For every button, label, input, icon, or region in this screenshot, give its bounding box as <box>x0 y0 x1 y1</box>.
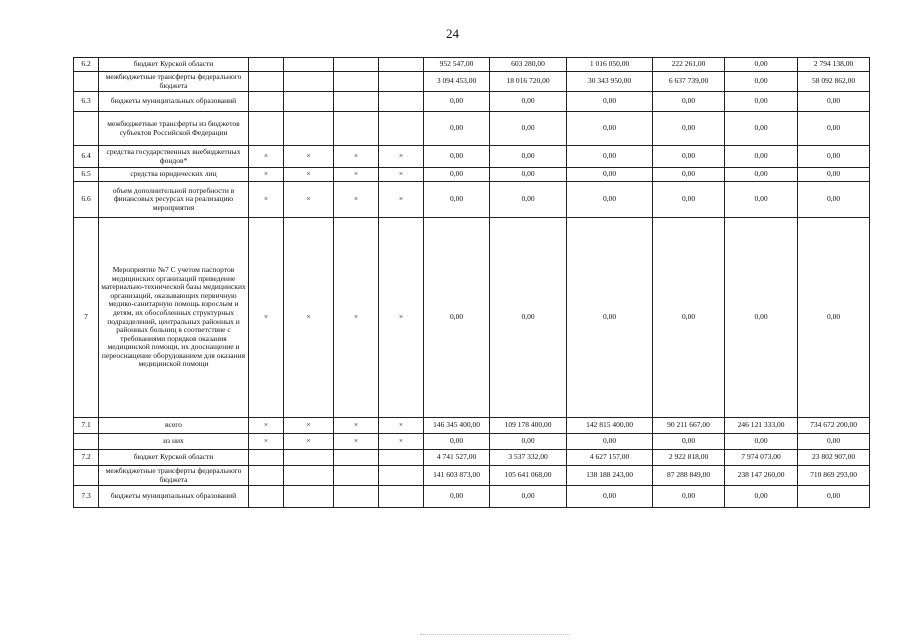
mark-cell: × <box>284 418 334 434</box>
mark-cell: × <box>249 434 284 450</box>
value-cell: 0,00 <box>725 486 798 508</box>
value-cell: 2 922 818,00 <box>653 450 725 466</box>
value-cell: 0,00 <box>653 92 725 112</box>
mark-cell <box>334 58 379 72</box>
value-cell: 1 016 050,00 <box>567 58 653 72</box>
mark-cell <box>284 112 334 146</box>
row-index <box>74 72 99 92</box>
mark-cell <box>249 486 284 508</box>
mark-cell: × <box>284 182 334 218</box>
mark-cell <box>334 72 379 92</box>
row-index: 7.3 <box>74 486 99 508</box>
table-row <box>74 218 870 418</box>
mark-cell <box>249 92 284 112</box>
mark-cell <box>334 466 379 486</box>
mark-cell <box>249 450 284 466</box>
value-cell: 0,00 <box>567 146 653 168</box>
mark-cell <box>334 486 379 508</box>
value-cell: 23 802 907,00 <box>798 450 870 466</box>
mark-cell: × <box>379 146 424 168</box>
page-number: 24 <box>446 26 459 41</box>
value-cell: 0,00 <box>798 434 870 450</box>
value-cell: 0,00 <box>798 182 870 218</box>
budget-table <box>73 57 870 508</box>
mark-cell <box>284 72 334 92</box>
row-name: межбюджетные трансферты федерального бюджета <box>99 466 249 486</box>
value-cell: 4 627 157,00 <box>567 450 653 466</box>
row-name: межбюджетные трансферты федерального бюджета <box>99 72 249 92</box>
value-cell: 0,00 <box>567 486 653 508</box>
table-row <box>74 72 870 92</box>
mark-cell <box>379 486 424 508</box>
mark-cell: × <box>249 182 284 218</box>
row-index: 6.6 <box>74 182 99 218</box>
value-cell: 3 094 453,00 <box>424 72 490 92</box>
mark-cell <box>334 92 379 112</box>
value-cell: 0,00 <box>424 486 490 508</box>
value-cell: 0,00 <box>424 92 490 112</box>
value-cell: 0,00 <box>725 72 798 92</box>
mark-cell <box>379 450 424 466</box>
value-cell: 142 815 400,00 <box>567 418 653 434</box>
value-cell: 0,00 <box>798 92 870 112</box>
mark-cell: × <box>379 218 424 418</box>
value-cell: 0,00 <box>653 434 725 450</box>
value-cell: 90 211 667,00 <box>653 418 725 434</box>
mark-cell <box>249 58 284 72</box>
value-cell: 0,00 <box>725 168 798 182</box>
row-name: объем дополнительной потребности в финансовых ресурсах на реализацию мероприятия <box>99 182 249 218</box>
row-name: средства государственных внебюджетных фондов* <box>99 146 249 168</box>
mark-cell: × <box>284 434 334 450</box>
value-cell: 0,00 <box>424 182 490 218</box>
mark-cell: × <box>334 168 379 182</box>
row-name: бюджет Курской области <box>99 58 249 72</box>
value-cell: 0,00 <box>653 146 725 168</box>
mark-cell <box>379 72 424 92</box>
table-row <box>74 146 870 168</box>
table-row <box>74 92 870 112</box>
value-cell: 0,00 <box>798 486 870 508</box>
mark-cell: × <box>284 146 334 168</box>
mark-cell <box>284 466 334 486</box>
value-cell: 0,00 <box>490 486 567 508</box>
value-cell: 734 672 200,00 <box>798 418 870 434</box>
value-cell: 0,00 <box>725 92 798 112</box>
row-index: 6.2 <box>74 58 99 72</box>
value-cell: 146 345 400,00 <box>424 418 490 434</box>
value-cell: 3 537 332,00 <box>490 450 567 466</box>
value-cell: 0,00 <box>725 434 798 450</box>
table-row <box>74 168 870 182</box>
mark-cell: × <box>249 168 284 182</box>
value-cell: 6 637 739,00 <box>653 72 725 92</box>
table-row <box>74 486 870 508</box>
value-cell: 0,00 <box>490 112 567 146</box>
value-cell: 18 016 720,00 <box>490 72 567 92</box>
value-cell: 7 974 073,00 <box>725 450 798 466</box>
value-cell: 0,00 <box>653 182 725 218</box>
value-cell: 222 261,00 <box>653 58 725 72</box>
value-cell: 4 741 527,00 <box>424 450 490 466</box>
table-row <box>74 418 870 434</box>
value-cell: 0,00 <box>424 218 490 418</box>
value-cell: 603 280,00 <box>490 58 567 72</box>
value-cell: 58 092 862,00 <box>798 72 870 92</box>
value-cell: 141 603 873,00 <box>424 466 490 486</box>
mark-cell: × <box>334 182 379 218</box>
value-cell: 0,00 <box>798 168 870 182</box>
row-name: бюджеты муниципальных образований <box>99 486 249 508</box>
value-cell: 0,00 <box>653 218 725 418</box>
mark-cell: × <box>334 434 379 450</box>
table-row <box>74 112 870 146</box>
mark-cell: × <box>249 418 284 434</box>
mark-cell <box>379 112 424 146</box>
value-cell: 138 188 243,00 <box>567 466 653 486</box>
value-cell: 0,00 <box>490 434 567 450</box>
table-row <box>74 182 870 218</box>
value-cell: 0,00 <box>424 168 490 182</box>
mark-cell <box>249 72 284 92</box>
mark-cell: × <box>379 182 424 218</box>
mark-cell <box>284 450 334 466</box>
row-name: из них <box>99 434 249 450</box>
value-cell: 0,00 <box>653 112 725 146</box>
value-cell: 0,00 <box>725 112 798 146</box>
value-cell: 109 178 400,00 <box>490 418 567 434</box>
value-cell: 0,00 <box>798 146 870 168</box>
mark-cell: × <box>284 218 334 418</box>
mark-cell <box>249 466 284 486</box>
value-cell: 0,00 <box>424 146 490 168</box>
mark-cell <box>284 58 334 72</box>
value-cell: 0,00 <box>567 168 653 182</box>
value-cell: 0,00 <box>490 218 567 418</box>
row-name: Мероприятие №7 С учетом паспортов медицинских организаций приведение материально-технической базы медицинских организаций, оказывающих первичную медико-санитарную помощь взрослым и детям, их обособленных структурных подразделений, центральных районных и районных больниц в соответствие с требованиями порядков оказания медицинской помощи, их дооснащение и переоснащение оборудованием для оказания медицинской помощи <box>99 218 249 418</box>
value-cell: 105 641 068,00 <box>490 466 567 486</box>
mark-cell <box>334 450 379 466</box>
mark-cell <box>284 486 334 508</box>
row-name: межбюджетные трансферты из бюджетов субъектов Российской Федерации <box>99 112 249 146</box>
value-cell: 246 121 333,00 <box>725 418 798 434</box>
mark-cell: × <box>334 418 379 434</box>
mark-cell <box>284 92 334 112</box>
value-cell: 0,00 <box>798 112 870 146</box>
mark-cell: × <box>334 146 379 168</box>
table-row <box>74 434 870 450</box>
value-cell: 0,00 <box>490 92 567 112</box>
mark-cell: × <box>249 146 284 168</box>
mark-cell <box>249 112 284 146</box>
mark-cell: × <box>284 168 334 182</box>
table-row <box>74 466 870 486</box>
value-cell: 0,00 <box>725 182 798 218</box>
row-index: 7.1 <box>74 418 99 434</box>
mark-cell: × <box>379 168 424 182</box>
value-cell: 0,00 <box>653 168 725 182</box>
value-cell: 710 869 293,00 <box>798 466 870 486</box>
value-cell: 2 794 138,00 <box>798 58 870 72</box>
row-name: всего <box>99 418 249 434</box>
mark-cell: × <box>334 218 379 418</box>
mark-cell <box>379 466 424 486</box>
table-row <box>74 450 870 466</box>
row-index: 7 <box>74 218 99 418</box>
row-index <box>74 434 99 450</box>
value-cell: 0,00 <box>490 146 567 168</box>
value-cell: 952 547,00 <box>424 58 490 72</box>
mark-cell: × <box>249 218 284 418</box>
mark-cell: × <box>379 434 424 450</box>
value-cell: 0,00 <box>567 92 653 112</box>
row-index <box>74 466 99 486</box>
value-cell: 0,00 <box>490 182 567 218</box>
row-name: средства юридических лиц <box>99 168 249 182</box>
row-index: 7.2 <box>74 450 99 466</box>
table-row <box>74 58 870 72</box>
value-cell: 0,00 <box>567 218 653 418</box>
value-cell: 0,00 <box>725 146 798 168</box>
row-index: 6.3 <box>74 92 99 112</box>
value-cell: 0,00 <box>490 168 567 182</box>
value-cell: 0,00 <box>424 112 490 146</box>
row-index: 6.5 <box>74 168 99 182</box>
value-cell: 0,00 <box>567 434 653 450</box>
value-cell: 30 343 950,00 <box>567 72 653 92</box>
row-name: бюджеты муниципальных образований <box>99 92 249 112</box>
row-index <box>74 112 99 146</box>
value-cell: 0,00 <box>798 218 870 418</box>
value-cell: 238 147 260,00 <box>725 466 798 486</box>
value-cell: 0,00 <box>424 434 490 450</box>
value-cell: 87 288 849,00 <box>653 466 725 486</box>
value-cell: 0,00 <box>567 182 653 218</box>
value-cell: 0,00 <box>567 112 653 146</box>
value-cell: 0,00 <box>725 218 798 418</box>
scan-edge-mark <box>420 634 570 636</box>
value-cell: 0,00 <box>653 486 725 508</box>
row-index: 6.4 <box>74 146 99 168</box>
mark-cell <box>334 112 379 146</box>
row-name: бюджет Курской области <box>99 450 249 466</box>
mark-cell <box>379 92 424 112</box>
value-cell: 0,00 <box>725 58 798 72</box>
mark-cell <box>379 58 424 72</box>
mark-cell: × <box>379 418 424 434</box>
